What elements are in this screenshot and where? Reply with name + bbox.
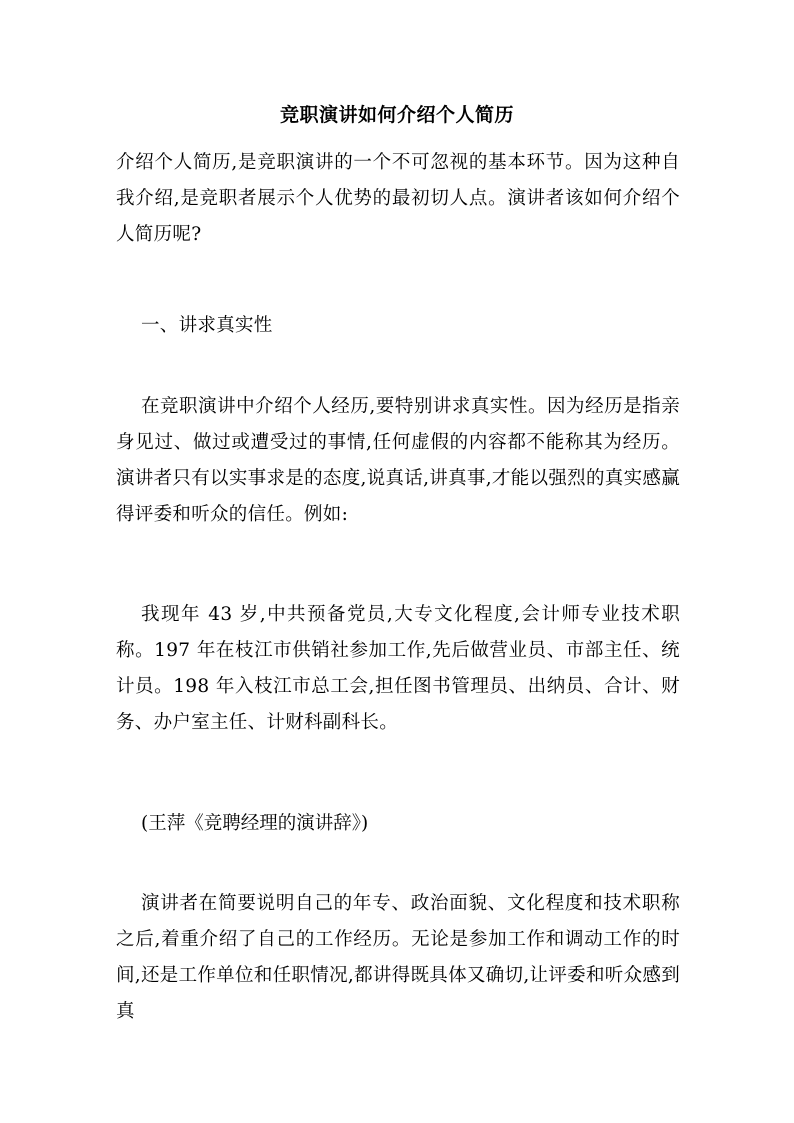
section-heading-authenticity: 一、讲求真实性 <box>141 315 273 336</box>
citation: (王萍《竞聘经理的演讲辞》) <box>141 813 369 834</box>
document-title: 竞职演讲如何介绍个人简历 <box>279 104 514 126</box>
authenticity-paragraph: 在竞职演讲中介绍个人经历,要特别讲求真实性。因为经历是指亲身见过、做过或遭受过的事情,任何虚假的内容都不能称其为经历。演讲者只有以实事求是的态度,说真话,讲真事,才能以强烈的真实感赢得评委和听众的信任。例如: <box>116 396 680 525</box>
example-paragraph: 我现年 43 岁,中共预备党员,大专文化程度,会计师专业技术职称。197 年在枝江市供销社参加工作,先后做营业员、市部主任、统计员。198 年入枝江市总工会,担任图书管理员、出纳员、合计、财务、办户室主任、计财科副科长。 <box>116 604 680 733</box>
intro-paragraph: 介绍个人简历,是竞职演讲的一个不可忽视的基本环节。因为这种自我介绍,是竞职者展示个人优势的最初切人点。演讲者该如何介绍个人简历呢? <box>116 152 680 245</box>
analysis-paragraph: 演讲者在简要说明自己的年专、政治面貌、文化程度和技术职称之后,着重介绍了自己的工作经历。无论是参加工作和调动工作的时间,还是工作单位和任职情况,都讲得既具体又确切,让评委和听众感到真 <box>116 893 680 1022</box>
